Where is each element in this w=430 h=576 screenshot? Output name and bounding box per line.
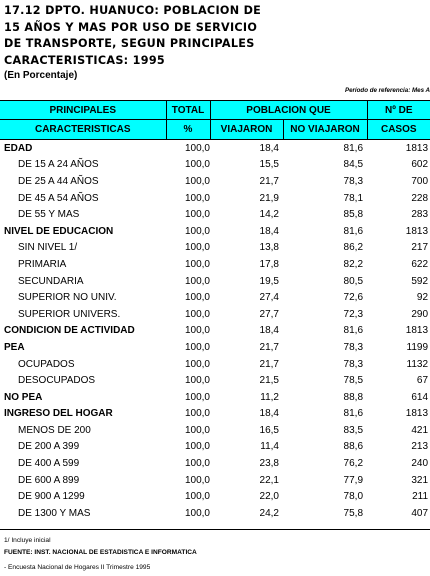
cell-casos: 592 bbox=[411, 275, 429, 287]
cell-casos: 321 bbox=[411, 474, 429, 486]
cell-no-viajaron: 75,8 bbox=[343, 507, 364, 519]
cell-casos: 290 bbox=[411, 308, 429, 320]
row-label: NIVEL DE EDUCACION bbox=[4, 225, 114, 237]
cell-no-viajaron: 88,6 bbox=[343, 441, 364, 453]
table-row bbox=[0, 323, 430, 340]
cell-total: 100,0 bbox=[184, 175, 210, 187]
data-table bbox=[0, 100, 430, 522]
cell-casos: 407 bbox=[411, 507, 429, 519]
cell-no-viajaron: 84,5 bbox=[343, 159, 364, 171]
table-row bbox=[0, 455, 430, 472]
header-percent: % bbox=[166, 120, 210, 140]
cell-viajaron: 21,5 bbox=[259, 375, 279, 387]
cell-viajaron: 19,5 bbox=[259, 275, 279, 287]
cell-total: 100,0 bbox=[184, 358, 210, 370]
survey-note: - Encuesta Nacional de Hogares II Trimestre 1995 bbox=[4, 564, 151, 571]
row-label: DE 900 A 1299 bbox=[18, 491, 85, 503]
cell-viajaron: 22,1 bbox=[259, 474, 279, 486]
header-casos-2: CASOS bbox=[367, 120, 430, 140]
cell-casos: 211 bbox=[412, 491, 429, 503]
table-row bbox=[0, 256, 430, 273]
row-label: EDAD bbox=[4, 142, 33, 154]
row-label: MENOS DE 200 bbox=[18, 424, 91, 436]
cell-viajaron: 18,4 bbox=[259, 142, 279, 154]
table-row bbox=[0, 339, 430, 356]
table-row bbox=[0, 240, 430, 257]
cell-casos: 1132 bbox=[406, 358, 429, 370]
table-row bbox=[0, 356, 430, 373]
table-row bbox=[0, 173, 430, 190]
table-row bbox=[0, 190, 430, 207]
cell-viajaron: 23,8 bbox=[259, 458, 279, 470]
table-row bbox=[0, 206, 430, 223]
cell-viajaron: 21,7 bbox=[259, 341, 279, 353]
row-label: PEA bbox=[4, 341, 25, 353]
row-label: CONDICION DE ACTIVIDAD bbox=[4, 325, 135, 337]
source-note: FUENTE: INST. NACIONAL DE ESTADISTICA E INFORMATICA bbox=[4, 549, 197, 556]
cell-viajaron: 21,9 bbox=[259, 192, 279, 204]
header-no-viajaron: NO VIAJARON bbox=[283, 120, 367, 140]
row-label: DE 55 Y MAS bbox=[18, 209, 80, 221]
table-row bbox=[0, 389, 430, 406]
cell-no-viajaron: 86,2 bbox=[343, 242, 364, 254]
table-row bbox=[0, 273, 430, 290]
cell-viajaron: 18,4 bbox=[259, 408, 279, 420]
header-total: TOTAL bbox=[166, 101, 210, 120]
table-row bbox=[0, 223, 430, 240]
row-label: DE 600 A 899 bbox=[18, 474, 80, 486]
cell-total: 100,0 bbox=[184, 242, 210, 254]
title-line: 17.12 DPTO. HUANUCO: POBLACION DE bbox=[4, 4, 262, 17]
cell-viajaron: 27,4 bbox=[259, 292, 279, 304]
cell-no-viajaron: 83,5 bbox=[343, 424, 364, 436]
cell-viajaron: 21,7 bbox=[259, 175, 279, 187]
cell-casos: 602 bbox=[411, 159, 429, 171]
cell-total: 100,0 bbox=[184, 507, 210, 519]
cell-no-viajaron: 80,5 bbox=[343, 275, 364, 287]
cell-total: 100,0 bbox=[184, 308, 210, 320]
cell-total: 100,0 bbox=[184, 474, 210, 486]
row-label: SUPERIOR UNIVERS. bbox=[18, 308, 121, 320]
row-label: SECUNDARIA bbox=[18, 275, 84, 287]
table-body bbox=[0, 140, 430, 522]
table-row bbox=[0, 439, 430, 456]
cell-casos: 240 bbox=[411, 458, 429, 470]
cell-total: 100,0 bbox=[184, 209, 210, 221]
header-caracteristicas: CARACTERISTICAS bbox=[0, 120, 166, 140]
cell-total: 100,0 bbox=[184, 142, 210, 154]
cell-viajaron: 21,7 bbox=[259, 358, 279, 370]
cell-no-viajaron: 82,2 bbox=[343, 258, 364, 270]
cell-casos: 421 bbox=[411, 424, 429, 436]
cell-viajaron: 17,8 bbox=[259, 258, 279, 270]
cell-total: 100,0 bbox=[184, 258, 210, 270]
row-label: DE 25 A 44 AÑOS bbox=[18, 175, 99, 187]
cell-no-viajaron: 81,6 bbox=[343, 142, 364, 154]
row-label: SIN NIVEL 1/ bbox=[18, 242, 78, 254]
cell-no-viajaron: 78,0 bbox=[343, 491, 364, 503]
header-principales: PRINCIPALES bbox=[0, 101, 166, 120]
header-viajaron: VIAJARON bbox=[210, 120, 283, 140]
row-label: DE 1300 Y MAS bbox=[18, 507, 91, 519]
header-casos: Nº DE bbox=[367, 101, 430, 120]
cell-casos: 213 bbox=[411, 441, 429, 453]
row-label: DE 45 A 54 AÑOS bbox=[18, 192, 99, 204]
title-line: CARACTERISTICAS: 1995 bbox=[4, 53, 165, 67]
cell-total: 100,0 bbox=[184, 325, 210, 337]
cell-no-viajaron: 76,2 bbox=[343, 458, 364, 470]
row-label: DE 200 A 399 bbox=[18, 441, 80, 453]
cell-casos: 228 bbox=[411, 192, 429, 204]
row-label: DE 400 A 599 bbox=[18, 458, 80, 470]
cell-no-viajaron: 81,6 bbox=[343, 325, 364, 337]
table-row bbox=[0, 422, 430, 439]
cell-viajaron: 18,4 bbox=[259, 325, 279, 337]
cell-casos: 1813 bbox=[405, 142, 429, 154]
cell-no-viajaron: 77,9 bbox=[343, 474, 364, 486]
cell-viajaron: 18,4 bbox=[259, 225, 279, 237]
cell-viajaron: 14,2 bbox=[259, 209, 279, 221]
cell-no-viajaron: 78,3 bbox=[343, 341, 364, 353]
cell-total: 100,0 bbox=[184, 225, 210, 237]
cell-total: 100,0 bbox=[184, 441, 210, 453]
cell-viajaron: 22,0 bbox=[259, 491, 279, 503]
cell-casos: 67 bbox=[416, 375, 429, 387]
cell-casos: 217 bbox=[411, 242, 429, 254]
cell-viajaron: 16,5 bbox=[259, 424, 279, 436]
cell-viajaron: 13,8 bbox=[259, 242, 279, 254]
cell-casos: 614 bbox=[411, 391, 429, 403]
cell-casos: 622 bbox=[411, 258, 429, 270]
cell-total: 100,0 bbox=[184, 408, 210, 420]
row-label: NO PEA bbox=[4, 391, 43, 403]
table-row bbox=[0, 140, 430, 157]
row-label: DE 15 A 24 AÑOS bbox=[18, 159, 99, 171]
table-row bbox=[0, 505, 430, 522]
table-row bbox=[0, 289, 430, 306]
cell-total: 100,0 bbox=[184, 159, 210, 171]
cell-viajaron: 15,5 bbox=[259, 159, 279, 171]
cell-casos: 1813 bbox=[405, 408, 429, 420]
cell-no-viajaron: 88,8 bbox=[343, 391, 364, 403]
cell-no-viajaron: 78,3 bbox=[343, 358, 364, 370]
cell-no-viajaron: 72,3 bbox=[343, 308, 364, 320]
cell-no-viajaron: 81,6 bbox=[343, 408, 364, 420]
row-label: OCUPADOS bbox=[18, 358, 75, 370]
row-label: DESOCUPADOS bbox=[18, 375, 96, 387]
cell-viajaron: 27,7 bbox=[259, 308, 279, 320]
footnote: 1/ Incluye inicial bbox=[4, 537, 51, 544]
cell-total: 100,0 bbox=[184, 458, 210, 470]
cell-total: 100,0 bbox=[184, 192, 210, 204]
row-label: SUPERIOR NO UNIV. bbox=[18, 292, 117, 304]
table-row bbox=[0, 372, 430, 389]
header-poblacion: POBLACION QUE bbox=[210, 101, 367, 120]
cell-casos: 700 bbox=[411, 175, 429, 187]
title-line: 15 AÑOS Y MAS POR USO DE SERVICIO bbox=[4, 20, 258, 34]
table-row bbox=[0, 472, 430, 489]
cell-casos: 1813 bbox=[405, 325, 429, 337]
table-row bbox=[0, 157, 430, 174]
cell-viajaron: 11,4 bbox=[260, 441, 279, 453]
cell-total: 100,0 bbox=[184, 424, 210, 436]
table-row bbox=[0, 306, 430, 323]
cell-viajaron: 24,2 bbox=[259, 507, 279, 519]
cell-total: 100,0 bbox=[184, 375, 210, 387]
cell-no-viajaron: 78,1 bbox=[343, 192, 364, 204]
title-line: DE TRANSPORTE, SEGUN PRINCIPALES bbox=[4, 37, 255, 50]
table-bottom-rule bbox=[0, 529, 430, 530]
cell-casos: 1813 bbox=[405, 225, 429, 237]
table-row bbox=[0, 406, 430, 423]
row-label: INGRESO DEL HOGAR bbox=[4, 408, 113, 420]
cell-viajaron: 11,2 bbox=[260, 391, 279, 403]
table-title bbox=[4, 3, 261, 69]
cell-no-viajaron: 78,3 bbox=[343, 175, 364, 187]
cell-total: 100,0 bbox=[184, 292, 210, 304]
cell-no-viajaron: 85,8 bbox=[343, 209, 364, 221]
cell-total: 100,0 bbox=[184, 491, 210, 503]
cell-no-viajaron: 81,6 bbox=[343, 225, 364, 237]
cell-no-viajaron: 78,5 bbox=[343, 375, 364, 387]
reference-period: Período de referencia: Mes A bbox=[344, 87, 430, 94]
cell-casos: 283 bbox=[411, 209, 429, 221]
cell-no-viajaron: 72,6 bbox=[343, 292, 364, 304]
cell-total: 100,0 bbox=[184, 391, 210, 403]
table-row bbox=[0, 488, 430, 505]
subtitle: (En Porcentaje) bbox=[4, 70, 78, 81]
cell-casos: 92 bbox=[416, 292, 429, 304]
cell-total: 100,0 bbox=[184, 275, 210, 287]
cell-casos: 1199 bbox=[406, 341, 429, 353]
row-label: PRIMARIA bbox=[18, 258, 67, 270]
cell-total: 100,0 bbox=[184, 341, 210, 353]
